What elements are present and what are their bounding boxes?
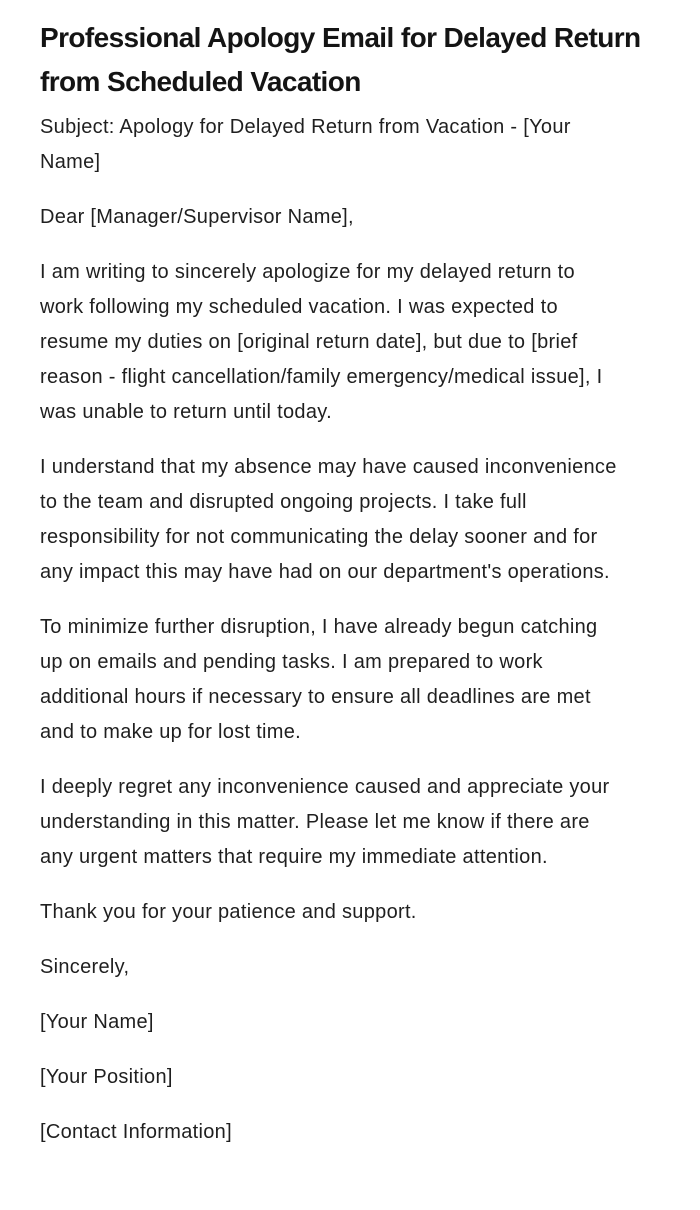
signature-position: [Your Position] <box>40 1066 173 1088</box>
body-paragraph-3: To minimize further disruption, I have already begun catching up on emails and pending tasks. I am prepared to work additional hours if necessary to ensure all deadlines are met and to make up for lost time. <box>40 616 598 743</box>
signature-name: [Your Name] <box>40 1011 154 1033</box>
page-title: Professional Apology Email for Delayed Return from Scheduled Vacation <box>40 22 641 97</box>
body-paragraph-1: I am writing to sincerely apologize for my delayed return to work following my scheduled vacation. I was expected to resume my duties on [original return date], but due to [brief reason - flight cancellation/family emergency/medical issue], I was unable to return until today. <box>40 261 603 423</box>
subject-line: Subject: Apology for Delayed Return from Vacation - [Your Name] <box>40 116 571 173</box>
signature-contact: [Contact Information] <box>40 1121 232 1143</box>
closing: Sincerely, <box>40 956 130 978</box>
salutation: Dear [Manager/Supervisor Name], <box>40 206 354 228</box>
thanks-line: Thank you for your patience and support. <box>40 901 417 923</box>
body-paragraph-4: I deeply regret any inconvenience caused and appreciate your understanding in this matter. Please let me know if there are any urgent matters that require my immediate attention. <box>40 776 610 868</box>
body-paragraph-2: I understand that my absence may have caused inconvenience to the team and disrupted ongoing projects. I take full responsibility for not communicating the delay sooner and for any impact this may have had on our department's operations. <box>40 456 617 583</box>
